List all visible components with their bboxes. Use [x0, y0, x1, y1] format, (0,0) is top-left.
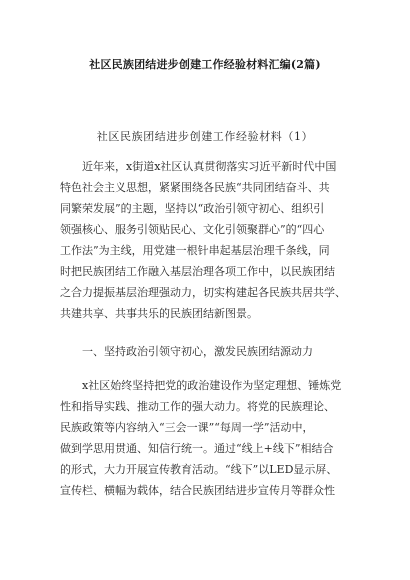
document-title: 社区民族团结进步创建工作经验材料汇编(2篇) [89, 58, 321, 71]
section-subtitle: 社区民族团结进步创建工作经验材料（1） [96, 130, 314, 143]
paragraph-line: 领强核心、服务引领贴民心、文化引领聚群心”的“四心 [60, 223, 325, 236]
paragraph-line: 工作法”为主线，用党建一根针串起基层治理千条线，同 [60, 244, 330, 257]
paragraph-line: 民族政策等内容纳入“三会一课”“每周一学”活动中， [60, 421, 314, 434]
paragraph-1 [60, 156, 360, 324]
paragraph-2 [60, 375, 360, 501]
paragraph-line: 的形式，大力开展宣传教育活动。“线下”以LED显示屏、 [60, 463, 338, 476]
paragraph-line: 共建共享、共事共乐的民族团结新图景。 [60, 307, 258, 320]
paragraph-line: 时把民族团结工作融入基层治理各项工作中，以民族团结 [60, 265, 335, 278]
paragraph-line: 同繁荣发展”的主题，坚持以“政治引领守初心、组织引 [60, 202, 325, 215]
paragraph-line: 近年来，x街道x社区认真贯彻落实习近平新时代中国 [82, 160, 337, 173]
section-heading: 一、坚持政治引领守初心，激发民族团结源动力 [82, 345, 313, 358]
paragraph-line: x社区始终坚持把党的政治建设作为坚定理想、锤炼党 [82, 379, 342, 392]
paragraph-line: 之合力提振基层治理强动力，切实构建起各民族共居共学、 [60, 286, 346, 299]
paragraph-line: 宣传栏、横幅为载体，结合民族团结进步宣传月等群众性 [60, 484, 335, 497]
paragraph-line: 特色社会主义思想，紧紧围绕各民族“共同团结奋斗、共 [60, 181, 330, 194]
paragraph-line: 做到学思用贯通、知信行统一。通过“线上+线下”相结合 [60, 442, 334, 455]
paragraph-line: 性和指导实践、推动工作的强大动力。将党的民族理论、 [60, 400, 335, 413]
